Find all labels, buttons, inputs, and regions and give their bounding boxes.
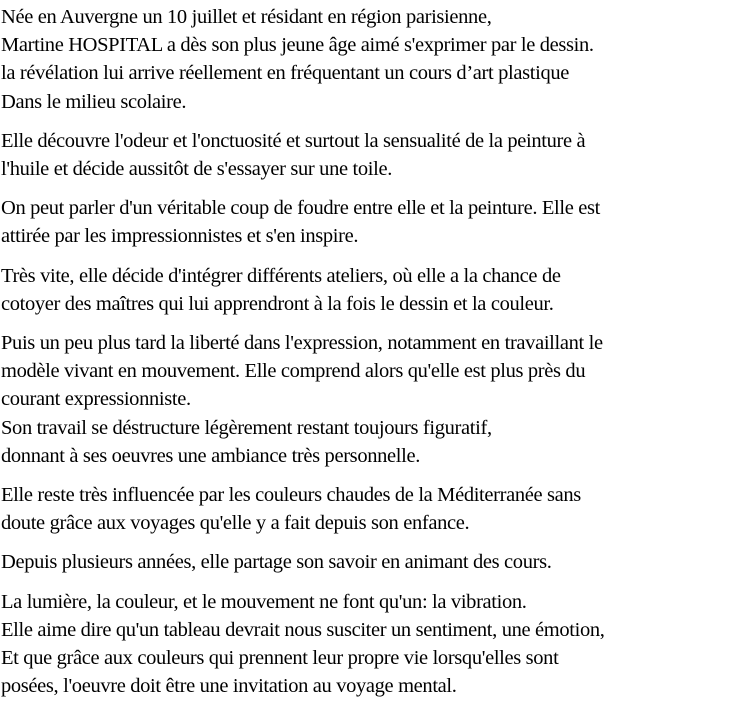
text-line: Dans le milieu scolaire. bbox=[1, 90, 187, 113]
text-line: Depuis plusieurs années, elle partage son savoir en animant des cours. bbox=[1, 551, 552, 574]
text-line: cotoyer des maîtres qui lui apprendront à la fois le dessin et la couleur. bbox=[1, 292, 554, 315]
text-line: modèle vivant en mouvement. Elle comprend alors qu'elle est plus près du bbox=[1, 360, 586, 383]
paragraph-workshops bbox=[1, 262, 742, 318]
text-line: Elle découvre l'odeur et l'onctuosité et surtout la sensualité de la peinture à bbox=[1, 129, 586, 152]
text-line: posées, l'oeuvre doit être une invitation au voyage mental. bbox=[1, 675, 457, 698]
text-line: donnant à ses oeuvres une ambiance très personnelle. bbox=[1, 444, 420, 467]
text-line: Elle aime dire qu'un tableau devrait nous susciter un sentiment, une émotion, bbox=[1, 618, 605, 641]
paragraph-origins bbox=[1, 3, 742, 116]
text-line: Très vite, elle décide d'intégrer différents ateliers, où elle a la chance de bbox=[1, 264, 561, 287]
text-line: la révélation lui arrive réellement en fréquentant un cours d’art plastique bbox=[1, 62, 570, 85]
text-line: On peut parler d'un véritable coup de foudre entre elle et la peinture. Elle est bbox=[1, 197, 600, 220]
text-line: Martine HOSPITAL a dès son plus jeune âge aimé s'exprimer par le dessin. bbox=[1, 34, 594, 57]
text-line: Elle reste très influencée par les couleurs chaudes de la Méditerranée sans bbox=[1, 484, 581, 507]
paragraph-teaching bbox=[1, 548, 742, 576]
text-line: Née en Auvergne un 10 juillet et résidant en région parisienne, bbox=[1, 6, 492, 28]
paragraph-impressionists bbox=[1, 194, 742, 250]
text-line: attirée par les impressionnistes et s'en inspire. bbox=[1, 225, 359, 248]
paragraph-vibration bbox=[1, 588, 742, 701]
text-line: doute grâce aux voyages qu'elle y a fait depuis son enfance. bbox=[1, 512, 470, 535]
text-line: Son travail se déstructure légèrement restant toujours figuratif, bbox=[1, 416, 492, 439]
text-line: courant expressionniste. bbox=[1, 388, 191, 411]
text-line: La lumière, la couleur, et le mouvement ne font qu'un: la vibration. bbox=[1, 590, 527, 613]
text-line: Et que grâce aux couleurs qui prennent leur propre vie lorsqu'elles sont bbox=[1, 647, 559, 670]
paragraph-expressionism bbox=[1, 329, 742, 470]
paragraph-oil-painting bbox=[1, 127, 742, 183]
text-line: Puis un peu plus tard la liberté dans l'expression, notamment en travaillant le bbox=[1, 332, 603, 355]
paragraph-mediterranean bbox=[1, 481, 742, 537]
text-line: l'huile et décide aussitôt de s'essayer sur une toile. bbox=[1, 158, 392, 181]
